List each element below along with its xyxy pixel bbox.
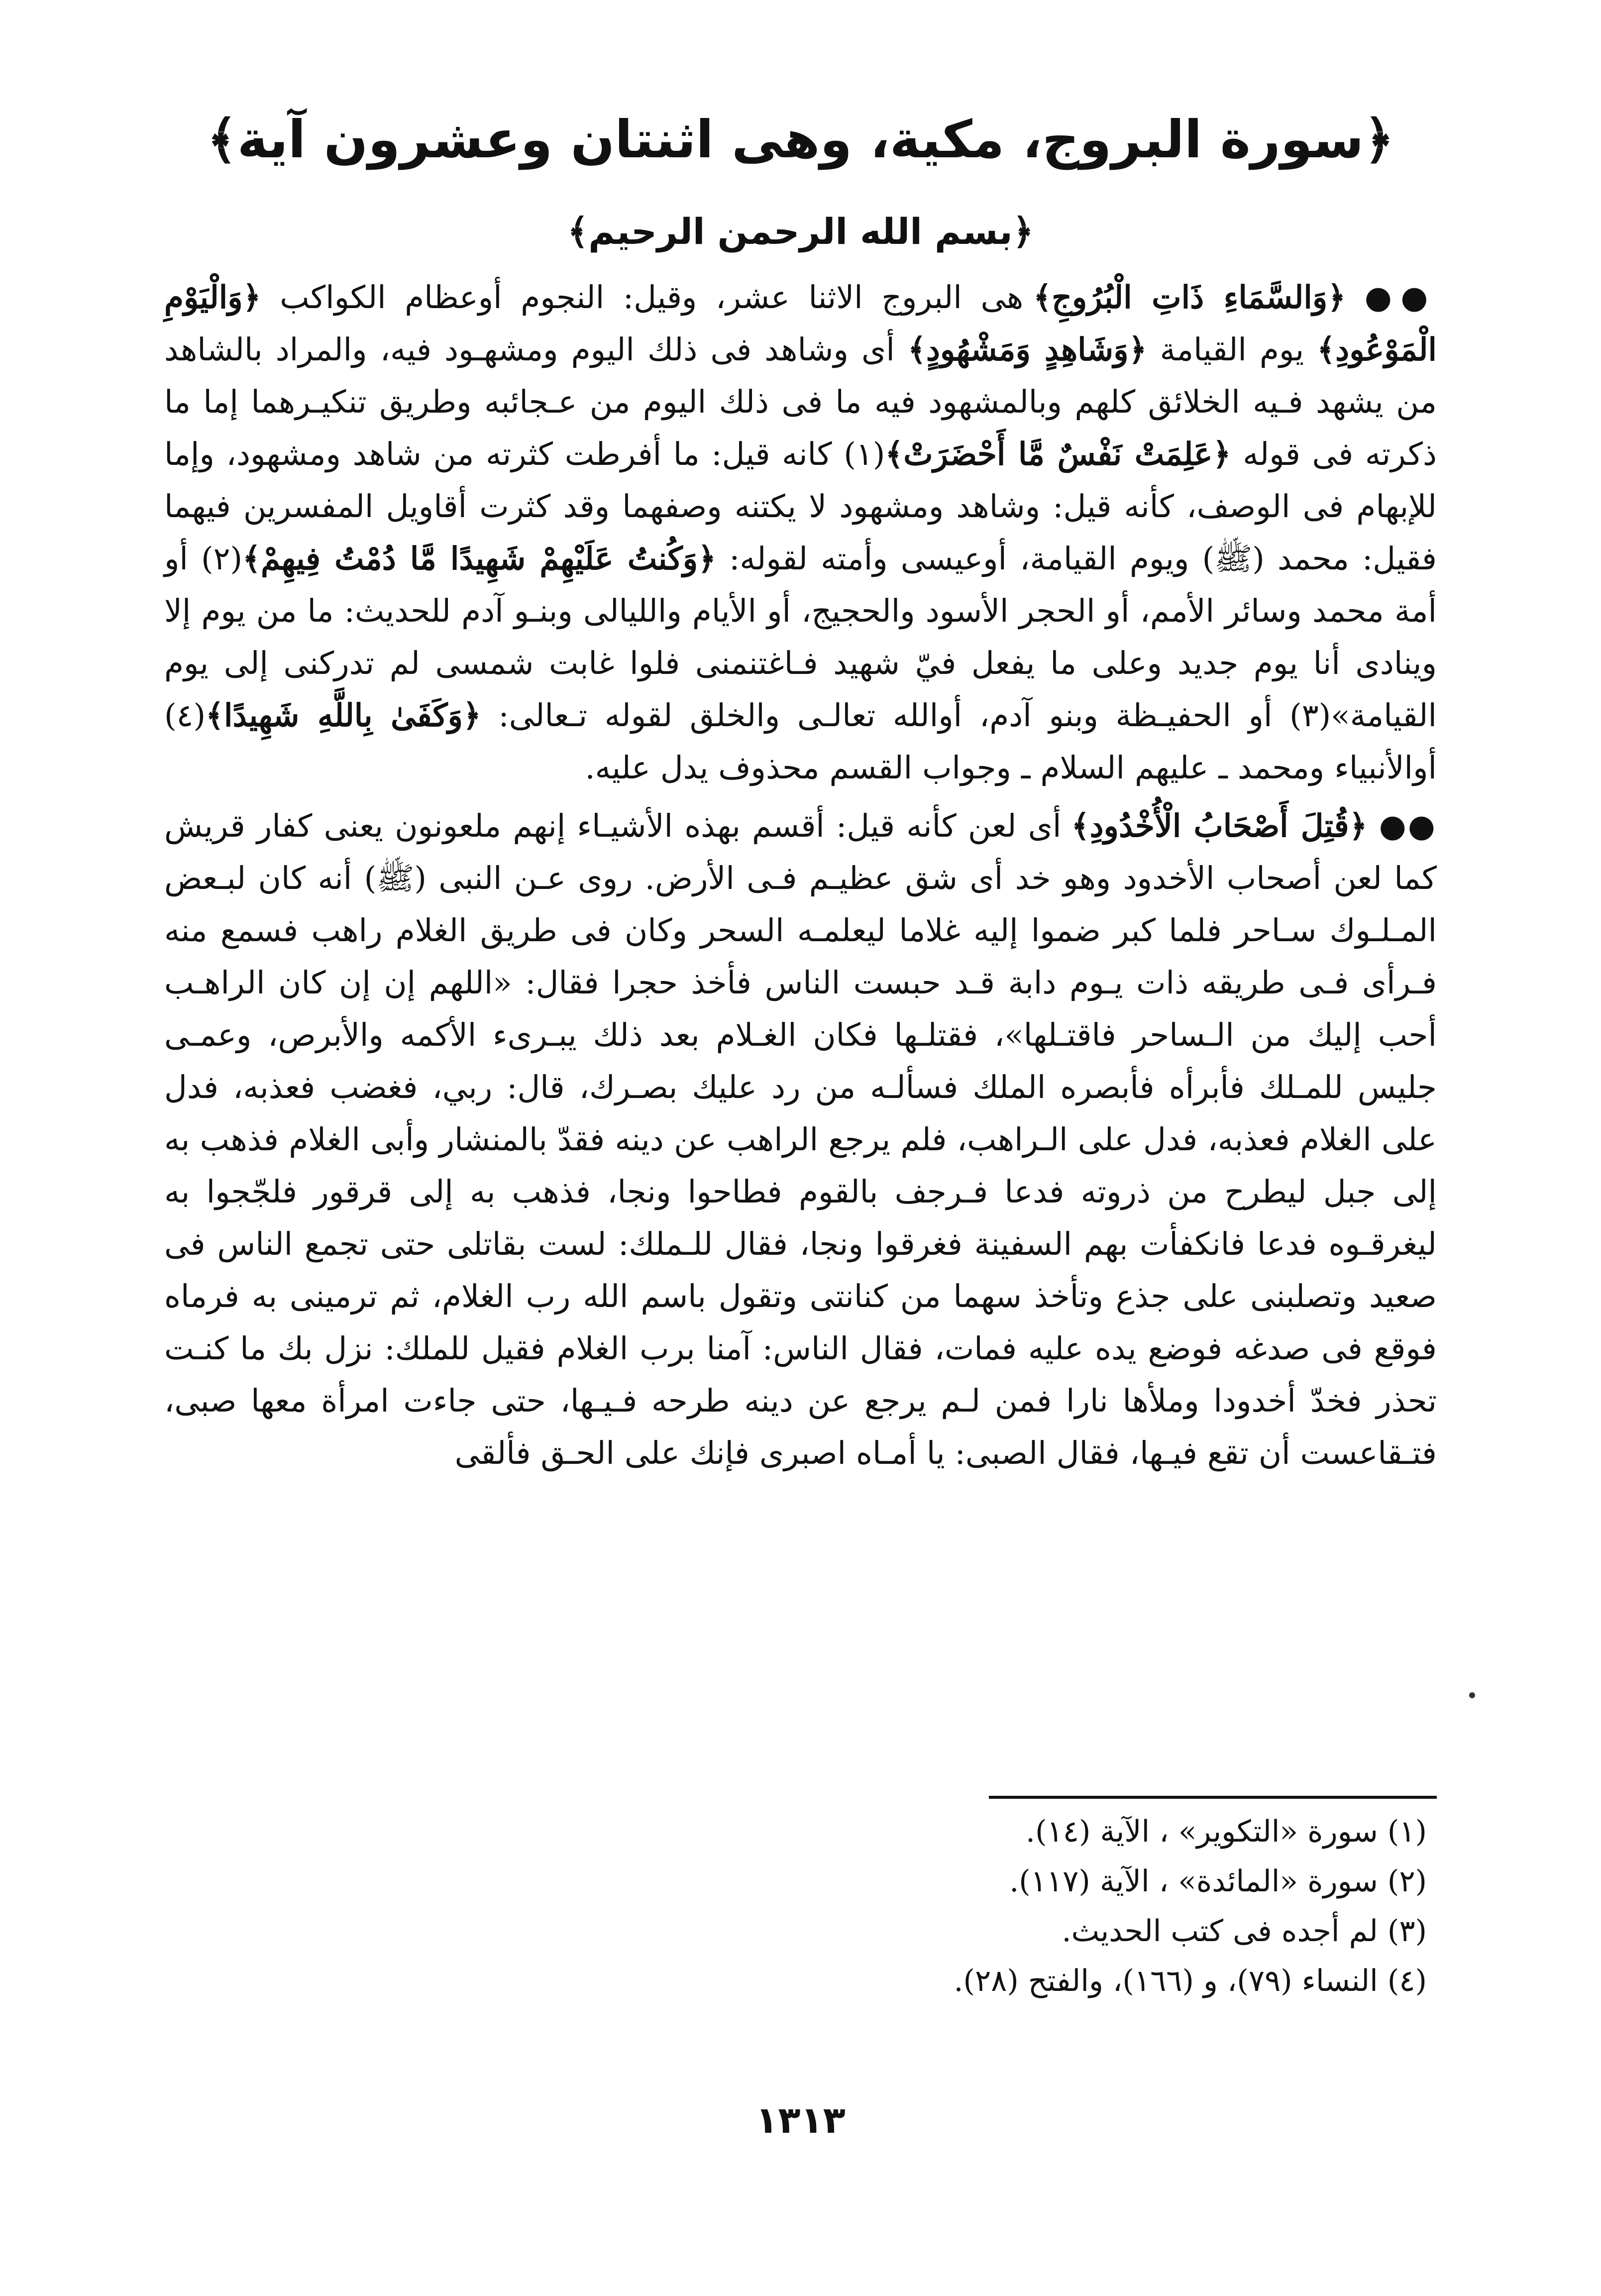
footnotes bbox=[164, 1807, 1427, 2006]
quran-verse: ﴿وَشَاهِدٍ وَمَشْهُودٍ﴾ bbox=[907, 331, 1147, 368]
margin-mark bbox=[1469, 1692, 1475, 1698]
paragraph-bullet: ●● bbox=[1364, 279, 1437, 316]
commentary-text: أى وشاهد فى ذلك اليوم ومشهـود فيه، والمراد بالشاهد من يشهد فـيه الخلائق كلهم وبالمشهود فيه ما فى ذلك اليوم من عـجائبه وطريق تنكيـرهما إما ما ذكرته فى قوله bbox=[164, 331, 1437, 472]
basmala: ﴿بسم الله الرحمن الرحيم﴾ bbox=[567, 211, 1034, 252]
commentary-text: (٢) أو أمة محمد وسائر الأمم، أو الحجر الأسود والحجيج، أو الأيام والليالى وبنـو آدم للحديث: ما من يوم إلا وينادى أنا يوم جديد وعلى ما يفعل فيّ شهيد فـاغتنمنى فلوا غابت شمسى لم تدركنى إلى يوم القيامة»(٣) أو الحفيـظة وبنو آدم، أوالله تعالـى والخلق لقوله تـعالى: bbox=[164, 541, 1437, 734]
quran-verse: ﴿وَالْيَوْمِ الْمَوْعُودِ﴾ bbox=[164, 279, 1437, 368]
page-number: ١٣١٣ bbox=[755, 2099, 846, 2142]
footnote-item: (٣) لم أجده فى كتب الحديث. bbox=[1062, 1914, 1427, 1949]
quran-verse: ﴿وَكَفَىٰ بِاللَّهِ شَهِيدًا﴾ bbox=[206, 697, 481, 734]
paragraph-ukhdud bbox=[164, 800, 1437, 1479]
footnote-divider bbox=[989, 1796, 1437, 1799]
footnote-item: (٢) سورة «المائدة» ، الآية (١١٧). bbox=[1009, 1864, 1427, 1899]
quran-verse: ﴿وَالسَّمَاءِ ذَاتِ الْبُرُوجِ﴾ bbox=[1033, 279, 1346, 316]
quran-verse: ﴿وَكُنتُ عَلَيْهِمْ شَهِيدًا مَّا دُمْتُ فِيهِمْ﴾ bbox=[242, 540, 717, 577]
commentary-text: أى لعن كأنه قيل: أقسم بهذه الأشيـاء إنهم ملعونون يعنى كفار قريش كما لعن أصحاب الأخدود وهو خد أى شق عظيـم فـى الأرض. روى عـن النبى (ﷺ) أنه كان لبـعض المـلـوك سـاحر فلما كبر ضموا إليه غلاما ليعلمـه السحر وكان فى طريق الغلام راهب فسمع منه فـرأى فـى طريقه ذات يـوم دابة قـد حبست الناس فأخذ حجرا فقال: «اللهم إن إن كان الراهـب أحب إليك من الـساحر فاقتـلها»، فقتلـها فكان الغـلام بعد ذلك يبـرىء الأكمه والأبرص، وعمـى جليس للمـلك فأبرأه فأبصره الملك فسألـه من رد عليك بصـرك، قال: ربي، فغضب فعذبه، فدل على الغلام فعذبه، فدل على الـراهب، فلم يرجع الراهب عن دينه فقدّ بالمنشار وأبى الغلام فذهب به إلى جبل ليطرح من ذروته فدعا فـرجف بالقوم فطاحوا ونجا، فذهب به إلى قرقور فلجّجوا به ليغرقـوه فدعا فانكفأت بهم السفينة فغرقوا ونجا، فقال للـملك: لست بقاتلى حتى تجمع الناس فى صعيد وتصلبنى على جذع وتأخذ سهما من كنانتى وتقول باسم الله رب الغلام، ثم ترمينى به فرماه فوقع فى صدغه فوضع يده عليه فمات، فقال الناس: آمنا برب الغلام فقيل للملك: نزل بك ما كنـت تحذر فخدّ أخدودا وملأها نارا فمن لـم يرجع عن دينه طرحه فـيـها، حتى جاءت امرأة معها صبى، فتـقاعست أن تقع فيـها، فقال الصبى: يا أمـاه اصبرى فإنك على الحـق فألقى bbox=[164, 808, 1437, 1471]
quran-verse: ﴿عَلِمَتْ نَفْسٌ مَّا أَحْضَرَتْ﴾ bbox=[885, 436, 1231, 472]
commentary-text: يوم القيامة bbox=[1147, 331, 1317, 368]
paragraph-buruj bbox=[164, 271, 1437, 794]
commentary-text: (١) كانه قيل: ما أفرطت كثرته من شاهد ومشهود، وإما للإبهام فى الوصف، كأنه قيل: وشاهد ومشهود لا يكتنه وصفهما وقد كثرت أقاويل المفسرين فيهما فقيل: محمد (ﷺ) ويوم القيامة، أوعيسى وأمته لقوله: bbox=[164, 436, 1437, 577]
paragraph-bullet: ●● bbox=[1379, 807, 1437, 844]
footnote-item: (٤) النساء (٧٩)، و (١٦٦)، والفتح (٢٨). bbox=[954, 1964, 1427, 1998]
commentary-text: هى البروج الاثنا عشر، وقيل: النجوم أوعظام الكواكب bbox=[261, 279, 1034, 316]
commentary-text: (٤) أوالأنبياء ومحمد ـ عليهم السلام ـ وجواب القسم محذوف يدل عليه. bbox=[164, 697, 1437, 786]
surah-title: ﴿سورة البروج، مكية، وهى اثنتان وعشرون آية﴾ bbox=[207, 109, 1394, 170]
quran-verse: ﴿قُتِلَ أَصْحَابُ الْأُخْدُودِ﴾ bbox=[1071, 807, 1368, 844]
tafsir-body bbox=[164, 271, 1437, 1479]
footnote-item: (١) سورة «التكوير» ، الآية (١٤). bbox=[1026, 1814, 1427, 1849]
